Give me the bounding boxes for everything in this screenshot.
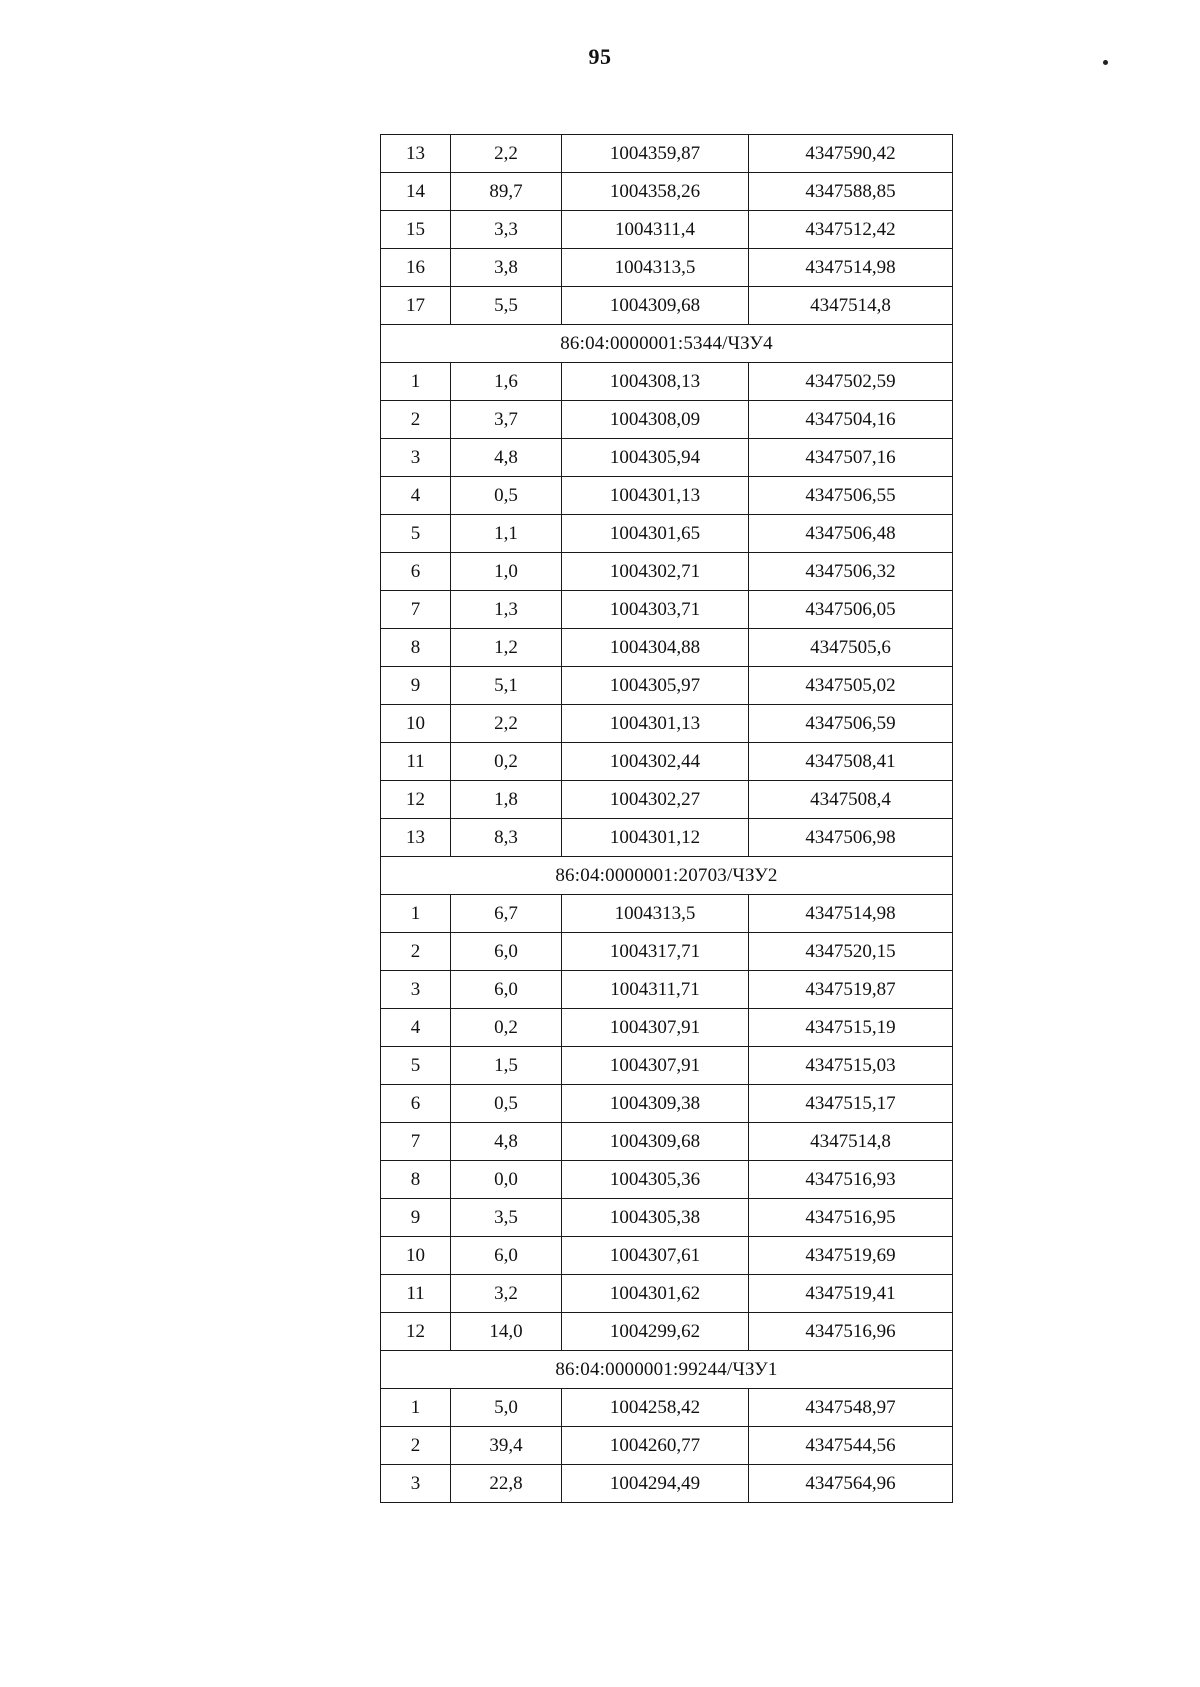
point-number-cell: 13	[381, 135, 451, 173]
x-coordinate-cell: 1004301,13	[562, 705, 749, 743]
x-coordinate-cell: 1004299,62	[562, 1313, 749, 1351]
x-coordinate-cell: 1004304,88	[562, 629, 749, 667]
table-row	[381, 705, 953, 743]
y-coordinate-cell: 4347515,03	[749, 1047, 953, 1085]
table-row	[381, 591, 953, 629]
distance-cell: 3,8	[451, 249, 562, 287]
y-coordinate-cell: 4347512,42	[749, 211, 953, 249]
distance-cell: 4,8	[451, 1123, 562, 1161]
table-row	[381, 515, 953, 553]
point-number-cell: 10	[381, 1237, 451, 1275]
y-coordinate-cell: 4347514,98	[749, 895, 953, 933]
point-number-cell: 1	[381, 1389, 451, 1427]
x-coordinate-cell: 1004301,13	[562, 477, 749, 515]
x-coordinate-cell: 1004359,87	[562, 135, 749, 173]
point-number-cell: 12	[381, 1313, 451, 1351]
table-row	[381, 1389, 953, 1427]
coordinates-table-body	[381, 135, 953, 1503]
table-row	[381, 135, 953, 173]
distance-cell: 1,0	[451, 553, 562, 591]
y-coordinate-cell: 4347590,42	[749, 135, 953, 173]
x-coordinate-cell: 1004307,91	[562, 1047, 749, 1085]
table-row	[381, 287, 953, 325]
point-number-cell: 17	[381, 287, 451, 325]
table-row	[381, 1085, 953, 1123]
distance-cell: 1,8	[451, 781, 562, 819]
section-title: 86:04:0000001:5344/ЧЗУ4	[381, 325, 953, 363]
x-coordinate-cell: 1004294,49	[562, 1465, 749, 1503]
x-coordinate-cell: 1004302,44	[562, 743, 749, 781]
x-coordinate-cell: 1004317,71	[562, 933, 749, 971]
x-coordinate-cell: 1004313,5	[562, 895, 749, 933]
point-number-cell: 7	[381, 591, 451, 629]
distance-cell: 6,7	[451, 895, 562, 933]
table-row	[381, 629, 953, 667]
y-coordinate-cell: 4347516,93	[749, 1161, 953, 1199]
table-row	[381, 1123, 953, 1161]
point-number-cell: 10	[381, 705, 451, 743]
y-coordinate-cell: 4347519,87	[749, 971, 953, 1009]
point-number-cell: 3	[381, 1465, 451, 1503]
distance-cell: 0,2	[451, 743, 562, 781]
table-row	[381, 819, 953, 857]
distance-cell: 1,1	[451, 515, 562, 553]
y-coordinate-cell: 4347520,15	[749, 933, 953, 971]
table-row	[381, 1275, 953, 1313]
section-title: 86:04:0000001:20703/ЧЗУ2	[381, 857, 953, 895]
x-coordinate-cell: 1004309,38	[562, 1085, 749, 1123]
distance-cell: 3,2	[451, 1275, 562, 1313]
point-number-cell: 15	[381, 211, 451, 249]
point-number-cell: 2	[381, 933, 451, 971]
point-number-cell: 14	[381, 173, 451, 211]
distance-cell: 6,0	[451, 1237, 562, 1275]
x-coordinate-cell: 1004301,65	[562, 515, 749, 553]
distance-cell: 8,3	[451, 819, 562, 857]
table-row	[381, 439, 953, 477]
x-coordinate-cell: 1004302,71	[562, 553, 749, 591]
x-coordinate-cell: 1004305,94	[562, 439, 749, 477]
distance-cell: 1,3	[451, 591, 562, 629]
y-coordinate-cell: 4347588,85	[749, 173, 953, 211]
table-row	[381, 1161, 953, 1199]
point-number-cell: 1	[381, 895, 451, 933]
table-row	[381, 971, 953, 1009]
y-coordinate-cell: 4347506,55	[749, 477, 953, 515]
table-row	[381, 781, 953, 819]
page-number: 95	[588, 44, 612, 69]
point-number-cell: 8	[381, 629, 451, 667]
distance-cell: 0,0	[451, 1161, 562, 1199]
point-number-cell: 12	[381, 781, 451, 819]
point-number-cell: 3	[381, 439, 451, 477]
x-coordinate-cell: 1004358,26	[562, 173, 749, 211]
distance-cell: 1,2	[451, 629, 562, 667]
distance-cell: 89,7	[451, 173, 562, 211]
x-coordinate-cell: 1004308,13	[562, 363, 749, 401]
y-coordinate-cell: 4347515,19	[749, 1009, 953, 1047]
table-row	[381, 211, 953, 249]
y-coordinate-cell: 4347507,16	[749, 439, 953, 477]
point-number-cell: 7	[381, 1123, 451, 1161]
y-coordinate-cell: 4347508,4	[749, 781, 953, 819]
distance-cell: 5,0	[451, 1389, 562, 1427]
y-coordinate-cell: 4347506,48	[749, 515, 953, 553]
distance-cell: 5,1	[451, 667, 562, 705]
x-coordinate-cell: 1004305,36	[562, 1161, 749, 1199]
coordinates-table	[380, 134, 953, 1503]
x-coordinate-cell: 1004309,68	[562, 1123, 749, 1161]
section-header-row	[381, 325, 953, 363]
y-coordinate-cell: 4347504,16	[749, 401, 953, 439]
point-number-cell: 5	[381, 515, 451, 553]
table-row	[381, 363, 953, 401]
point-number-cell: 11	[381, 1275, 451, 1313]
y-coordinate-cell: 4347506,05	[749, 591, 953, 629]
y-coordinate-cell: 4347516,96	[749, 1313, 953, 1351]
y-coordinate-cell: 4347505,6	[749, 629, 953, 667]
x-coordinate-cell: 1004301,12	[562, 819, 749, 857]
distance-cell: 0,5	[451, 1085, 562, 1123]
x-coordinate-cell: 1004305,38	[562, 1199, 749, 1237]
y-coordinate-cell: 4347548,97	[749, 1389, 953, 1427]
y-coordinate-cell: 4347508,41	[749, 743, 953, 781]
x-coordinate-cell: 1004305,97	[562, 667, 749, 705]
x-coordinate-cell: 1004313,5	[562, 249, 749, 287]
distance-cell: 4,8	[451, 439, 562, 477]
y-coordinate-cell: 4347514,8	[749, 1123, 953, 1161]
point-number-cell: 6	[381, 553, 451, 591]
y-coordinate-cell: 4347506,59	[749, 705, 953, 743]
distance-cell: 3,5	[451, 1199, 562, 1237]
distance-cell: 2,2	[451, 135, 562, 173]
distance-cell: 22,8	[451, 1465, 562, 1503]
table-row	[381, 1427, 953, 1465]
point-number-cell: 9	[381, 1199, 451, 1237]
table-row	[381, 667, 953, 705]
point-number-cell: 9	[381, 667, 451, 705]
table-row	[381, 1047, 953, 1085]
distance-cell: 3,3	[451, 211, 562, 249]
x-coordinate-cell: 1004301,62	[562, 1275, 749, 1313]
section-header-row	[381, 1351, 953, 1389]
table-row	[381, 1465, 953, 1503]
scan-speck	[1103, 60, 1108, 65]
y-coordinate-cell: 4347564,96	[749, 1465, 953, 1503]
point-number-cell: 16	[381, 249, 451, 287]
y-coordinate-cell: 4347519,41	[749, 1275, 953, 1313]
distance-cell: 6,0	[451, 933, 562, 971]
table-row	[381, 1009, 953, 1047]
point-number-cell: 11	[381, 743, 451, 781]
point-number-cell: 2	[381, 1427, 451, 1465]
y-coordinate-cell: 4347506,98	[749, 819, 953, 857]
point-number-cell: 5	[381, 1047, 451, 1085]
x-coordinate-cell: 1004303,71	[562, 591, 749, 629]
section-header-row	[381, 857, 953, 895]
y-coordinate-cell: 4347506,32	[749, 553, 953, 591]
section-title: 86:04:0000001:99244/ЧЗУ1	[381, 1351, 953, 1389]
table-row	[381, 895, 953, 933]
distance-cell: 0,5	[451, 477, 562, 515]
table-row	[381, 249, 953, 287]
table-row	[381, 553, 953, 591]
distance-cell: 14,0	[451, 1313, 562, 1351]
x-coordinate-cell: 1004307,91	[562, 1009, 749, 1047]
distance-cell: 1,5	[451, 1047, 562, 1085]
distance-cell: 3,7	[451, 401, 562, 439]
distance-cell: 5,5	[451, 287, 562, 325]
table-row	[381, 477, 953, 515]
distance-cell: 6,0	[451, 971, 562, 1009]
table-row	[381, 933, 953, 971]
distance-cell: 0,2	[451, 1009, 562, 1047]
x-coordinate-cell: 1004311,71	[562, 971, 749, 1009]
table-row	[381, 743, 953, 781]
y-coordinate-cell: 4347505,02	[749, 667, 953, 705]
y-coordinate-cell: 4347515,17	[749, 1085, 953, 1123]
table-row	[381, 1199, 953, 1237]
point-number-cell: 3	[381, 971, 451, 1009]
x-coordinate-cell: 1004258,42	[562, 1389, 749, 1427]
x-coordinate-cell: 1004260,77	[562, 1427, 749, 1465]
x-coordinate-cell: 1004308,09	[562, 401, 749, 439]
y-coordinate-cell: 4347516,95	[749, 1199, 953, 1237]
point-number-cell: 6	[381, 1085, 451, 1123]
point-number-cell: 4	[381, 477, 451, 515]
y-coordinate-cell: 4347514,98	[749, 249, 953, 287]
x-coordinate-cell: 1004311,4	[562, 211, 749, 249]
y-coordinate-cell: 4347544,56	[749, 1427, 953, 1465]
distance-cell: 1,6	[451, 363, 562, 401]
x-coordinate-cell: 1004309,68	[562, 287, 749, 325]
point-number-cell: 1	[381, 363, 451, 401]
y-coordinate-cell: 4347514,8	[749, 287, 953, 325]
point-number-cell: 8	[381, 1161, 451, 1199]
y-coordinate-cell: 4347519,69	[749, 1237, 953, 1275]
table-row	[381, 1313, 953, 1351]
distance-cell: 39,4	[451, 1427, 562, 1465]
table-row	[381, 173, 953, 211]
point-number-cell: 13	[381, 819, 451, 857]
distance-cell: 2,2	[451, 705, 562, 743]
x-coordinate-cell: 1004307,61	[562, 1237, 749, 1275]
y-coordinate-cell: 4347502,59	[749, 363, 953, 401]
table-row	[381, 401, 953, 439]
point-number-cell: 2	[381, 401, 451, 439]
point-number-cell: 4	[381, 1009, 451, 1047]
x-coordinate-cell: 1004302,27	[562, 781, 749, 819]
table-row	[381, 1237, 953, 1275]
